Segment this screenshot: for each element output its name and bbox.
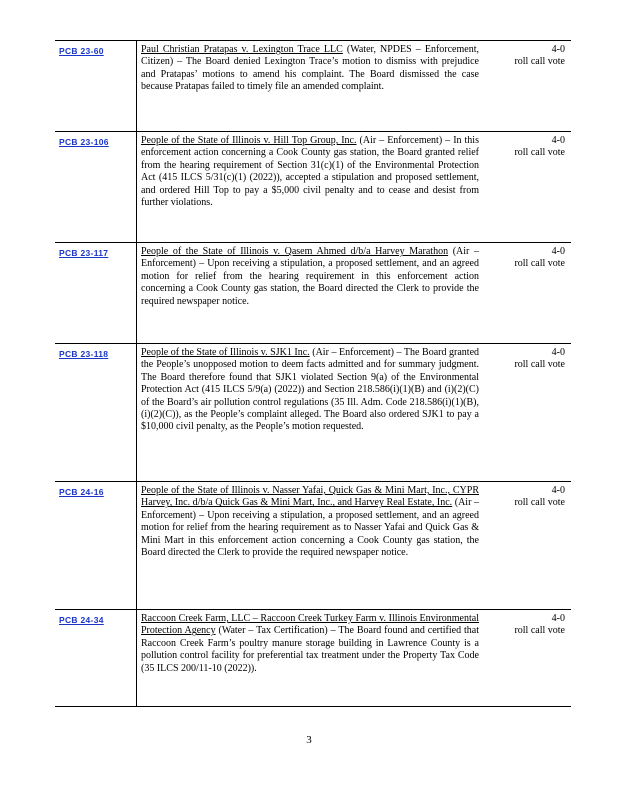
- case-link[interactable]: PCB 23-60: [59, 46, 104, 56]
- case-title: Paul Christian Pratapas v. Lexington Trace LLC: [141, 44, 343, 55]
- column-divider: [136, 482, 137, 609]
- vote-type: roll call vote: [514, 359, 565, 371]
- vote-count: 4-0: [551, 613, 565, 624]
- case-text: (Air – Enforcement) – Upon receiving a stipulation, a proposed settlement, and an agreed motion for relief from the hearing requirement in this enforcement action concerning a Cook County gas station, the Board directed the Clerk to provide the required newspaper notice.: [141, 246, 479, 307]
- page-number: 3: [306, 734, 312, 746]
- case-link[interactable]: PCB 23-117: [59, 248, 109, 258]
- table-row: [55, 40, 571, 132]
- vote-type: roll call vote: [514, 56, 565, 68]
- case-text: (Air – Enforcement) – Upon receiving a stipulation, a proposed settlement, and an agreed motion for relief from the hearing requirement as to Nasser Yafai and Quick Gas & Mini Mart in this enforcement action concerning a Cook County gas station, the Board directed the Clerk to provide the required newspaper notice.: [141, 497, 479, 559]
- table-row: [55, 482, 571, 610]
- vote-type: roll call vote: [514, 625, 565, 637]
- case-text: (Air – Enforcement) – In this enforcement action concerning a Cook County gas station, the Board granted relief from the hearing requirement of Section 31(c)(1) of the Environmental Protection Act (415 ILCS 5/31(c)(1) (2022)), accepted a stipulation and proposed settlement, and ordered Hill Top to pay a $5,000 civil penalty and to cease and desist from further violations.: [141, 135, 479, 209]
- vote-count: 4-0: [551, 135, 565, 146]
- vote-cell: [501, 44, 565, 69]
- column-divider: [136, 243, 137, 343]
- column-divider: [136, 610, 137, 706]
- vote-count: 4-0: [551, 246, 565, 257]
- case-title: Raccoon Creek Farm, LLC – Raccoon Creek Turkey Farm v. Illinois Environmental Protection Agency: [141, 613, 479, 637]
- table-row: [55, 243, 571, 344]
- table-row: [55, 610, 571, 707]
- case-description: [141, 41, 479, 104]
- column-divider: [136, 344, 137, 481]
- case-link[interactable]: PCB 24-16: [59, 487, 104, 497]
- case-text: (Water, NPDES – Enforcement, Citizen) – The Board denied Lexington Trace’s motion to dismiss with prejudice and Pratapas’ motions to amend his complaint. The Board dismissed the case because Pratapas failed to timely file an amended complaint.: [141, 44, 479, 93]
- case-link[interactable]: PCB 23-106: [59, 137, 109, 147]
- case-text: (Water – Tax Certification) – The Board found and certified that Raccoon Creek Farm’s poultry manure storage building in Lawrence County is a pollution control facility for preferential tax treatment under the Property Tax Code (35 ILCS 200/11-10 (2022)).: [141, 625, 479, 674]
- vote-type: roll call vote: [514, 147, 565, 159]
- vote-cell: [501, 613, 565, 638]
- vote-cell: [501, 135, 565, 160]
- vote-cell: [501, 347, 565, 372]
- case-description: [141, 610, 479, 685]
- case-link[interactable]: PCB 23-118: [59, 349, 109, 359]
- vote-count: 4-0: [551, 44, 565, 55]
- case-link[interactable]: PCB 24-34: [59, 615, 104, 625]
- case-description: [141, 344, 479, 444]
- vote-count: 4-0: [551, 485, 565, 496]
- case-description: [141, 482, 479, 569]
- vote-count: 4-0: [551, 347, 565, 358]
- case-text: (Air – Enforcement) – The Board granted the People’s unopposed motion to deem facts admitted and for summary judgment. The Board therefore found that SJK1 violated Section 9(a) of the Environmental Protection Act (415 ILCS 5/9(a) (2022)) and Section 218.586(i)(1)(B) and (i)(2)(C) of the Board’s air pollution control regulations (35 Ill. Adm. Code 218.586(i)(1)(B),(i)(2)(C)), as the People’s complaint alleged. The Board also ordered SJK1 to pay a $10,000 civil penalty, as the People’s motion requested.: [141, 347, 480, 433]
- case-title: People of the State of Illinois v. Qasem Ahmed d/b/a Harvey Marathon: [141, 246, 449, 257]
- minutes-table: [55, 40, 571, 707]
- vote-cell: [501, 246, 565, 271]
- table-row: [55, 132, 571, 243]
- case-title: People of the State of Illinois v. SJK1 Inc.: [141, 347, 310, 358]
- vote-type: roll call vote: [514, 258, 565, 270]
- case-description: [141, 243, 479, 318]
- table-row: [55, 344, 571, 482]
- column-divider: [136, 41, 137, 131]
- case-title: People of the State of Illinois v. Nasser Yafai, Quick Gas & Mini Mart, Inc., CYPR Harvey, Inc. d/b/a Quick Gas & Mini Mart, Inc., and Harvey Real Estate, Inc.: [141, 485, 479, 509]
- case-description: [141, 132, 479, 219]
- vote-type: roll call vote: [514, 497, 565, 509]
- column-divider: [136, 132, 137, 242]
- vote-cell: [501, 485, 565, 510]
- case-title: People of the State of Illinois v. Hill Top Group, Inc.: [141, 135, 357, 146]
